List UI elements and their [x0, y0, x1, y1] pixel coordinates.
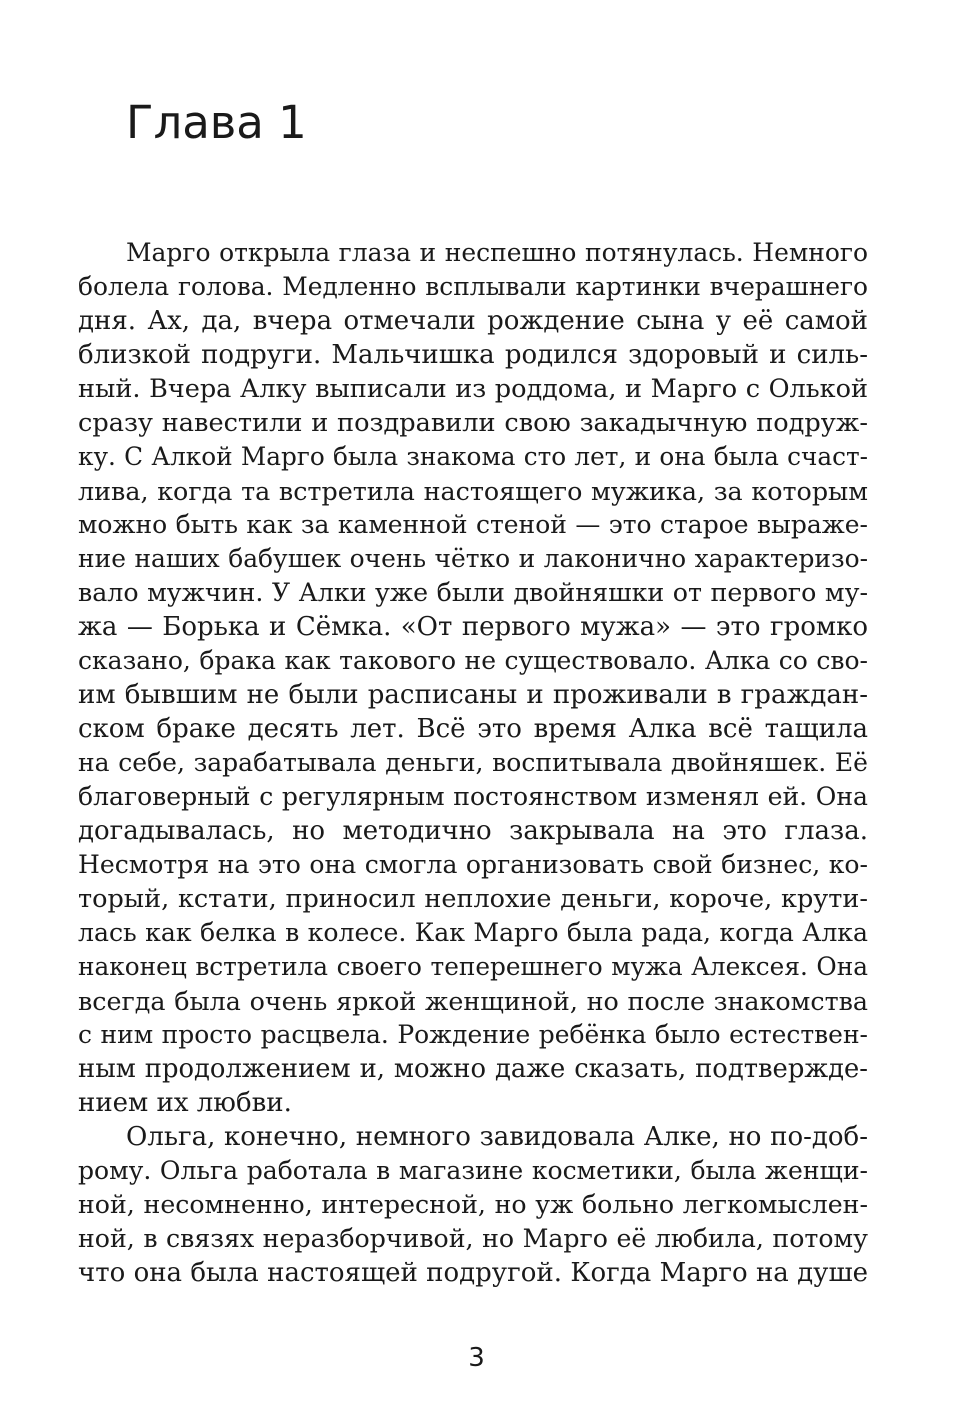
body-text [78, 236, 868, 1290]
text-line: ку. С Алкой Марго была знакома сто лет, и она была счаст- [78, 442, 868, 471]
text-line: вало мужчин. У Алки уже были двойняшки от первого му- [78, 578, 868, 607]
text-line: рому. Ольга работала в магазине косметики, была женщи- [78, 1156, 868, 1185]
text-line: ском браке десять лет. Всё это время Алка всё тащила [78, 714, 868, 744]
text-line: наконец встретила своего теперешнего мужа Алексея. Она [78, 952, 868, 981]
text-line: лива, когда та встретила настоящего мужика, за которым [78, 476, 868, 506]
text-line: ние наших бабушек очень чётко и лаконично характеризо- [78, 544, 868, 573]
text-line: дня. Ах, да, вчера отмечали рождение сына у её самой [78, 306, 868, 336]
text-line: с ним просто расцвела. Рождение ребёнка было естествен- [78, 1020, 868, 1049]
text-line: сказано, брака как такового не существовало. Алка со сво- [78, 646, 868, 675]
text-line: болела голова. Медленно всплывали картинки вчерашнего [78, 272, 868, 301]
text-line: ной, в связях неразборчивой, но Марго её любила, потому [78, 1224, 868, 1253]
text-line: догадывалась, но методично закрывала на это глаза. [78, 816, 868, 846]
text-line: Ольга, конечно, немного завидовала Алке, но по-доб- [126, 1122, 868, 1152]
text-line: близкой подруги. Мальчишка родился здоровый и силь- [78, 340, 868, 370]
text-line: можно быть как за каменной стеной — это старое выраже- [78, 510, 868, 539]
text-line: на себе, зарабатывала деньги, воспитывала двойняшек. Её [78, 748, 868, 777]
text-line: Марго открыла глаза и неспешно потянулась. Немного [126, 238, 868, 267]
text-line: ным продолжением и, можно даже сказать, подтвержде- [78, 1054, 868, 1084]
text-line: благоверный с регулярным постоянством изменял ей. Она [78, 782, 868, 811]
text-line: ной, несомненно, интересной, но уж больно легкомыслен- [78, 1190, 868, 1219]
text-line: всегда была очень яркой женщиной, но после знакомства [78, 986, 868, 1016]
paragraph-1 [78, 236, 868, 1120]
text-line: им бывшим не были расписаны и проживали в граждан- [78, 680, 868, 710]
text-line: торый, кстати, приносил неплохие деньги, короче, крути- [78, 884, 868, 914]
text-line: сразу навестили и поздравили свою закадычную подруж- [78, 408, 868, 438]
text-line: что она была настоящей подругой. Когда Марго на душе [78, 1258, 868, 1288]
chapter-title: Глава 1 [126, 96, 307, 149]
text-line: Несмотря на это она смогла организовать свой бизнес, ко- [78, 850, 868, 879]
page-number: 3 [468, 1343, 485, 1373]
text-line: жа — Борька и Сёмка. «От первого мужа» — это громко [78, 612, 868, 642]
paragraph-2 [78, 1120, 868, 1290]
text-line: нием их любви. [78, 1088, 292, 1118]
text-line: лась как белка в колесе. Как Марго была рада, когда Алка [78, 918, 868, 947]
text-line: ный. Вчера Алку выписали из роддома, и Марго с Олькой [78, 374, 868, 404]
